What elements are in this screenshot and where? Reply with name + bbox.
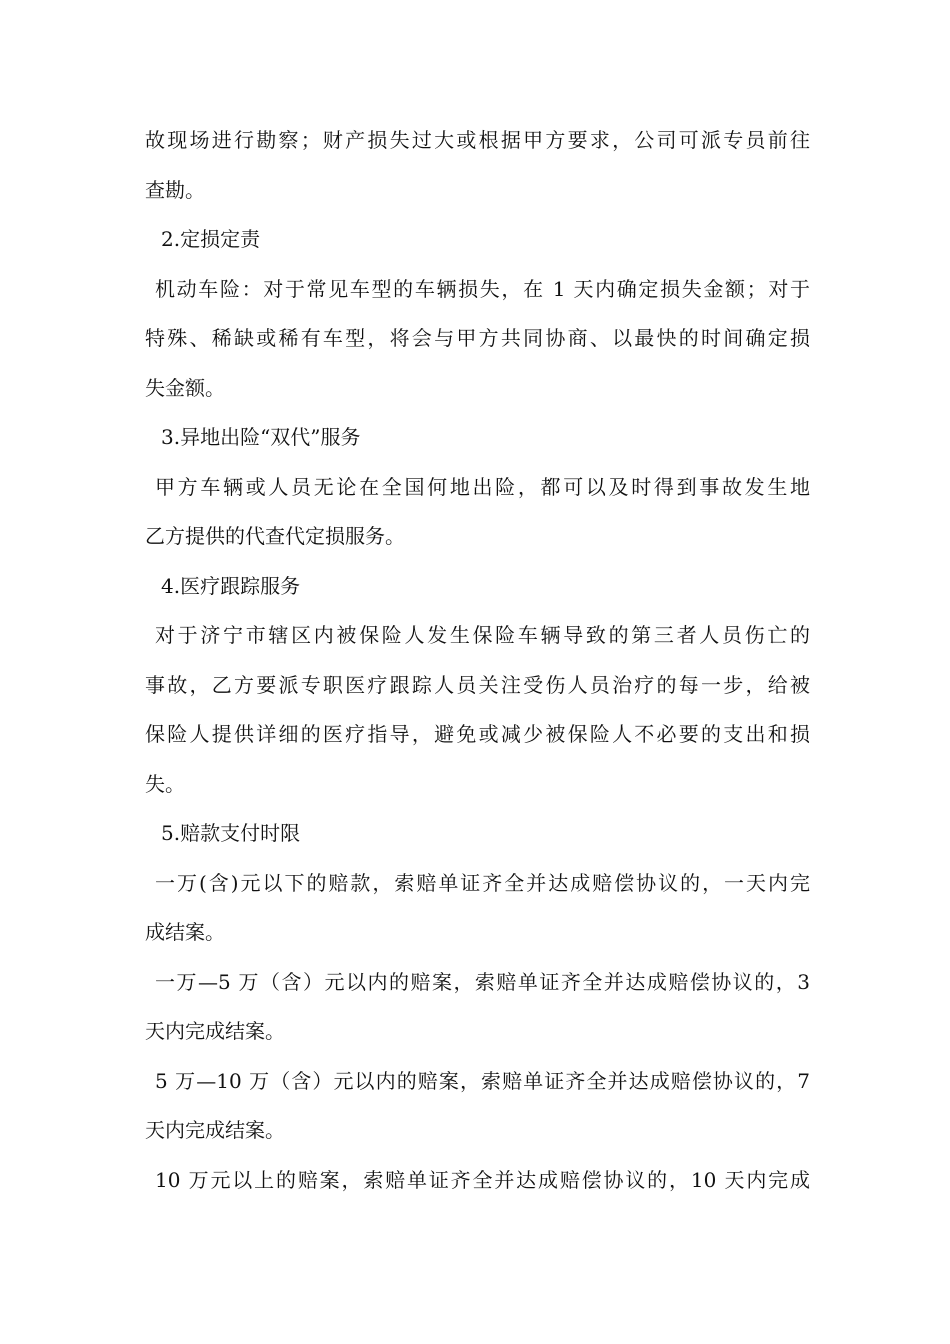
paragraph-line: 一万(含)元以下的赔款，索赔单证齐全并达成赔偿协议的，一天内完 <box>155 870 810 895</box>
paragraph-line: 失。 <box>145 771 185 796</box>
paragraph-line: 乙方提供的代查代定损服务。 <box>145 524 405 548</box>
section-heading-peikuan: 5.赔款支付时限 <box>161 821 301 845</box>
paragraph-line: 查勘。 <box>145 177 205 202</box>
paragraph-line: 失金额。 <box>145 375 225 400</box>
paragraph-line: 天内完成结案。 <box>145 1019 285 1043</box>
paragraph-line: 对于济宁市辖区内被保险人发生保险车辆导致的第三者人员伤亡的 <box>155 623 810 647</box>
paragraph-line: 甲方车辆或人员无论在全国何地出险，都可以及时得到事故发生地 <box>155 474 810 499</box>
paragraph-line: 10 万元以上的赔案，索赔单证齐全并达成赔偿协议的，10 天内完成 <box>155 1167 810 1192</box>
paragraph-line: 特殊、稀缺或稀有车型，将会与甲方共同协商、以最快的时间确定损 <box>145 326 810 350</box>
section-heading-dingsun: 2.定损定责 <box>161 227 261 251</box>
section-heading-yidi: 3.异地出险“双代”服务 <box>161 425 361 449</box>
paragraph-line: 事故，乙方要派专职医疗跟踪人员关注受伤人员治疗的每一步，给被 <box>145 672 810 697</box>
section-heading-yiliao: 4.医疗跟踪服务 <box>161 573 301 598</box>
paragraph-line: 一万—5 万（含）元以内的赔案，索赔单证齐全并达成赔偿协议的，3 <box>155 969 810 994</box>
paragraph-line: 成结案。 <box>145 920 225 944</box>
paragraph-line: 天内完成结案。 <box>145 1118 285 1142</box>
document-body <box>145 116 810 1205</box>
paragraph-line: 机动车险：对于常见车型的车辆损失，在 1 天内确定损失金额；对于 <box>155 276 810 301</box>
paragraph-line: 5 万—10 万（含）元以内的赔案，索赔单证齐全并达成赔偿协议的，7 <box>155 1068 810 1093</box>
paragraph-line: 故现场进行勘察；财产损失过大或根据甲方要求，公司可派专员前往 <box>145 128 810 152</box>
paragraph-line: 保险人提供详细的医疗指导，避免或减少被保险人不必要的支出和损 <box>145 722 810 746</box>
